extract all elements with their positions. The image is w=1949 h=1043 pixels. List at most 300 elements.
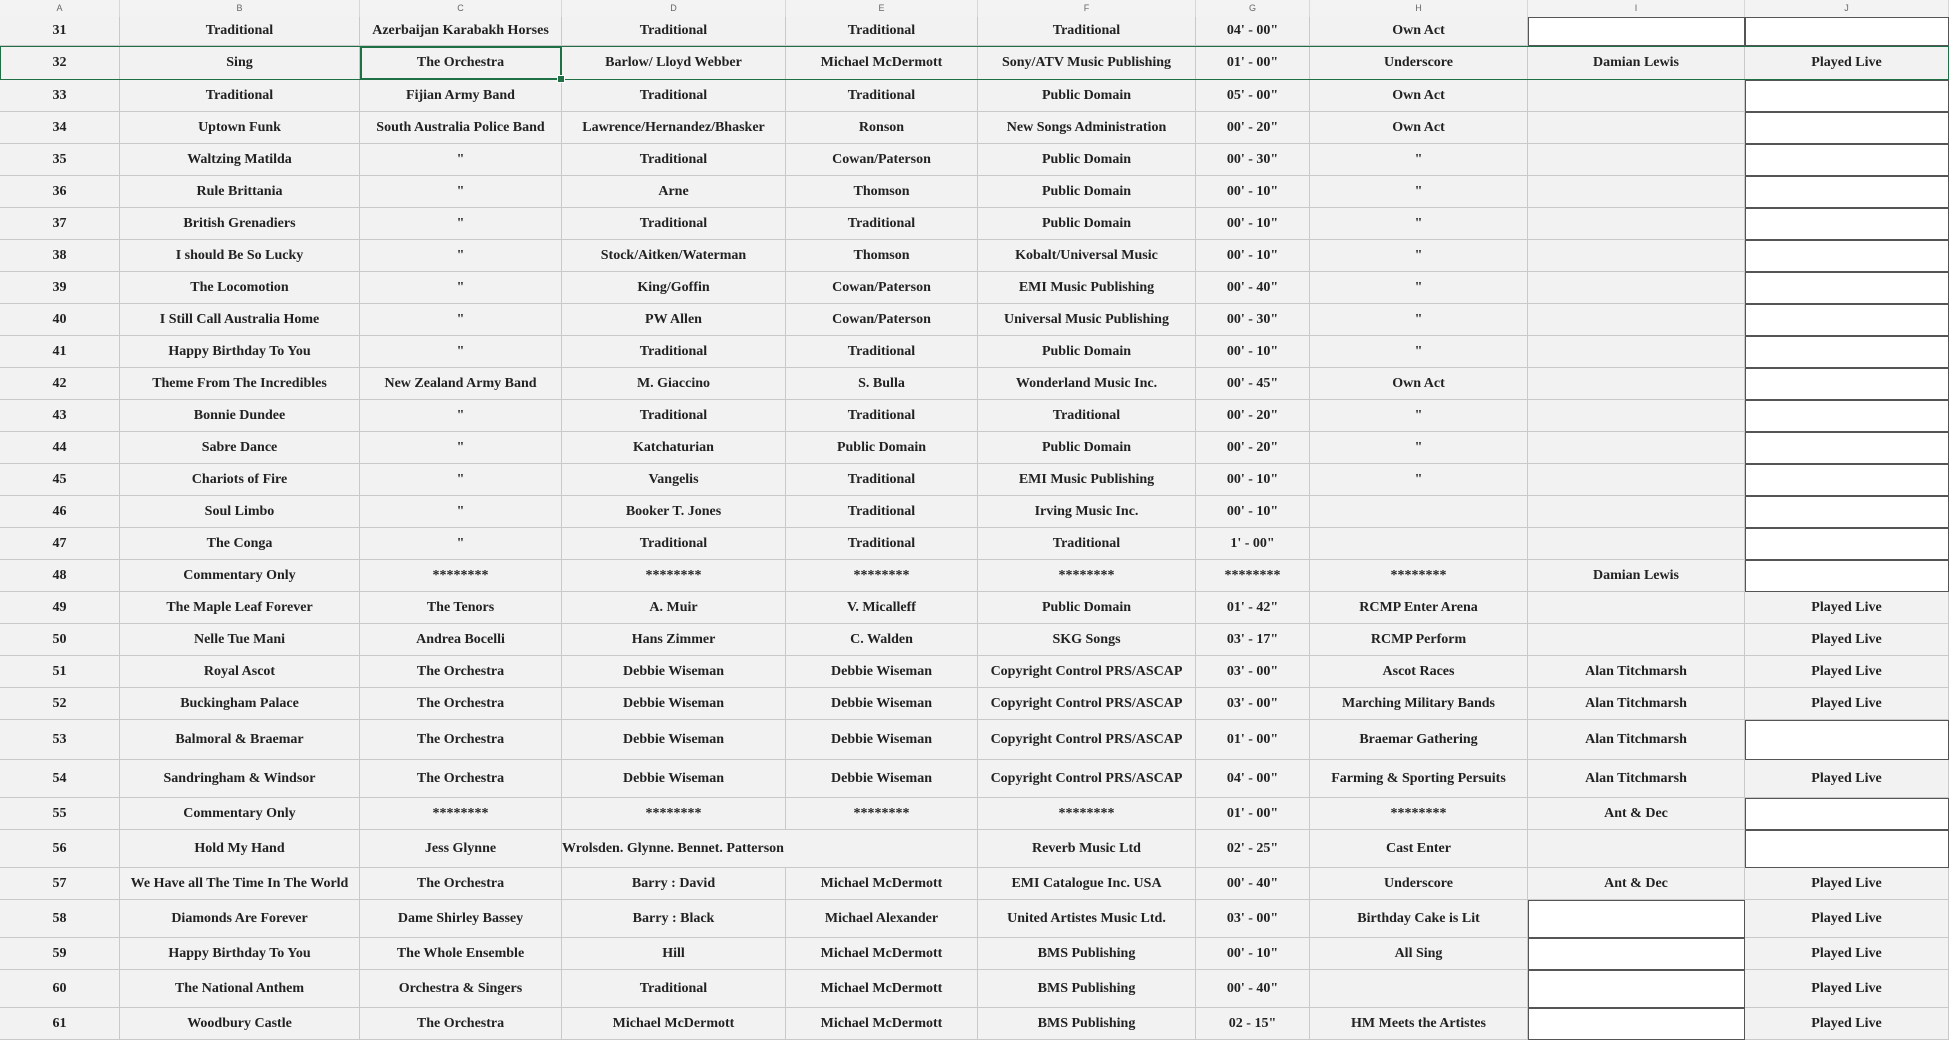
cell-presenter[interactable] <box>1528 112 1745 144</box>
cell-presenter[interactable] <box>1528 368 1745 400</box>
cell-arranger[interactable]: V. Micalleff <box>786 592 978 624</box>
cell-publisher[interactable]: Copyright Control PRS/ASCAP <box>978 760 1196 798</box>
cell-composer[interactable]: Wrolsden. Glynne. Bennet. Patterson <box>562 830 978 868</box>
cell-song-title[interactable]: I Still Call Australia Home <box>120 304 360 336</box>
cell-live-status[interactable] <box>1745 464 1949 496</box>
cell-presenter[interactable] <box>1528 176 1745 208</box>
cell-live-status[interactable]: Played Live <box>1745 656 1949 688</box>
cell-cue[interactable]: " <box>1310 400 1528 432</box>
cell-publisher[interactable]: Public Domain <box>978 176 1196 208</box>
cell-publisher[interactable]: Wonderland Music Inc. <box>978 368 1196 400</box>
cell-publisher[interactable]: Traditional <box>978 17 1196 46</box>
cell-presenter[interactable]: Alan Titchmarsh <box>1528 720 1745 760</box>
cell-live-status[interactable]: Played Live <box>1745 760 1949 798</box>
cell-cue[interactable]: Underscore <box>1310 46 1528 80</box>
cell-duration[interactable]: 00' - 10" <box>1196 464 1310 496</box>
cell-composer[interactable]: Traditional <box>562 528 786 560</box>
cell-cue[interactable]: " <box>1310 144 1528 176</box>
cell-publisher[interactable]: Copyright Control PRS/ASCAP <box>978 656 1196 688</box>
cell-row-number[interactable]: 43 <box>0 400 120 432</box>
cell-cue[interactable]: HM Meets the Artistes <box>1310 1008 1528 1040</box>
cell-row-number[interactable]: 52 <box>0 688 120 720</box>
cell-arranger[interactable]: Traditional <box>786 528 978 560</box>
cell-presenter[interactable]: Alan Titchmarsh <box>1528 656 1745 688</box>
cell-publisher[interactable]: ******** <box>978 560 1196 592</box>
cell-performer[interactable]: ******** <box>360 798 562 830</box>
cell-row-number[interactable]: 50 <box>0 624 120 656</box>
cell-composer[interactable]: Traditional <box>562 17 786 46</box>
cell-live-status[interactable] <box>1745 112 1949 144</box>
cell-publisher[interactable]: Copyright Control PRS/ASCAP <box>978 688 1196 720</box>
cell-performer[interactable]: " <box>360 176 562 208</box>
cell-song-title[interactable]: The Locomotion <box>120 272 360 304</box>
cell-song-title[interactable]: Woodbury Castle <box>120 1008 360 1040</box>
cell-composer[interactable]: Debbie Wiseman <box>562 720 786 760</box>
cell-song-title[interactable]: I should Be So Lucky <box>120 240 360 272</box>
cell-presenter[interactable]: Damian Lewis <box>1528 46 1745 80</box>
cell-performer[interactable]: The Orchestra <box>360 760 562 798</box>
cell-performer[interactable]: Fijian Army Band <box>360 80 562 112</box>
cell-cue[interactable]: Marching Military Bands <box>1310 688 1528 720</box>
cell-row-number[interactable]: 59 <box>0 938 120 970</box>
cell-live-status[interactable] <box>1745 560 1949 592</box>
cell-presenter[interactable] <box>1528 400 1745 432</box>
cell-duration[interactable]: 00' - 40" <box>1196 272 1310 304</box>
cell-cue[interactable] <box>1310 970 1528 1008</box>
cell-song-title[interactable]: Sing <box>120 46 360 80</box>
cell-arranger[interactable]: Thomson <box>786 176 978 208</box>
cell-composer[interactable]: Traditional <box>562 80 786 112</box>
cell-performer[interactable]: The Orchestra <box>360 688 562 720</box>
cell-publisher[interactable]: Public Domain <box>978 336 1196 368</box>
cell-arranger[interactable]: Michael Alexander <box>786 900 978 938</box>
cell-duration[interactable]: 03' - 00" <box>1196 688 1310 720</box>
cell-performer[interactable]: The Orchestra <box>360 720 562 760</box>
cell-composer[interactable]: Barry : David <box>562 868 786 900</box>
cell-composer[interactable]: Vangelis <box>562 464 786 496</box>
cell-live-status[interactable]: Played Live <box>1745 970 1949 1008</box>
cell-row-number[interactable]: 60 <box>0 970 120 1008</box>
cell-duration[interactable]: 00' - 10" <box>1196 208 1310 240</box>
cell-duration[interactable]: 03' - 00" <box>1196 900 1310 938</box>
cell-publisher[interactable]: Public Domain <box>978 144 1196 176</box>
cell-duration[interactable]: 00' - 20" <box>1196 432 1310 464</box>
cell-composer[interactable]: Michael McDermott <box>562 1008 786 1040</box>
cell-row-number[interactable]: 53 <box>0 720 120 760</box>
cell-row-number[interactable]: 61 <box>0 1008 120 1040</box>
cell-arranger[interactable]: Michael McDermott <box>786 970 978 1008</box>
cell-presenter[interactable] <box>1528 144 1745 176</box>
cell-presenter[interactable] <box>1528 336 1745 368</box>
cell-live-status[interactable] <box>1745 176 1949 208</box>
cell-song-title[interactable]: Diamonds Are Forever <box>120 900 360 938</box>
cell-composer[interactable]: Hill <box>562 938 786 970</box>
cell-cue[interactable]: ******** <box>1310 798 1528 830</box>
cell-arranger[interactable]: Traditional <box>786 400 978 432</box>
cell-presenter[interactable] <box>1528 1008 1745 1040</box>
cell-song-title[interactable]: Rule Brittania <box>120 176 360 208</box>
cell-live-status[interactable]: Played Live <box>1745 46 1949 80</box>
cell-cue[interactable] <box>1310 496 1528 528</box>
cell-duration[interactable]: 00' - 30" <box>1196 304 1310 336</box>
cell-arranger[interactable]: Debbie Wiseman <box>786 688 978 720</box>
cell-performer[interactable]: Jess Glynne <box>360 830 562 868</box>
cell-cue[interactable]: " <box>1310 272 1528 304</box>
cell-arranger[interactable]: Michael McDermott <box>786 868 978 900</box>
cell-performer[interactable]: The Whole Ensemble <box>360 938 562 970</box>
cell-live-status[interactable]: Played Live <box>1745 592 1949 624</box>
cell-row-number[interactable]: 56 <box>0 830 120 868</box>
cell-composer[interactable]: Traditional <box>562 208 786 240</box>
cell-composer[interactable]: King/Goffin <box>562 272 786 304</box>
cell-duration[interactable]: 01' - 00" <box>1196 46 1310 80</box>
cell-song-title[interactable]: Buckingham Palace <box>120 688 360 720</box>
cell-duration[interactable]: 00' - 40" <box>1196 868 1310 900</box>
cell-arranger[interactable]: Traditional <box>786 17 978 46</box>
cell-composer[interactable]: Debbie Wiseman <box>562 656 786 688</box>
cell-publisher[interactable]: Universal Music Publishing <box>978 304 1196 336</box>
cell-live-status[interactable] <box>1745 720 1949 760</box>
cell-row-number[interactable]: 38 <box>0 240 120 272</box>
cell-performer[interactable]: " <box>360 272 562 304</box>
column-header-j[interactable]: J <box>1745 0 1949 17</box>
cell-cue[interactable]: Farming & Sporting Persuits <box>1310 760 1528 798</box>
cell-cue[interactable]: " <box>1310 432 1528 464</box>
cell-presenter[interactable]: Ant & Dec <box>1528 798 1745 830</box>
cell-cue[interactable]: " <box>1310 304 1528 336</box>
cell-arranger[interactable]: Debbie Wiseman <box>786 656 978 688</box>
cell-arranger[interactable]: Traditional <box>786 208 978 240</box>
cell-composer[interactable]: Debbie Wiseman <box>562 760 786 798</box>
cell-cue[interactable]: " <box>1310 336 1528 368</box>
cell-arranger[interactable]: Cowan/Paterson <box>786 272 978 304</box>
cell-row-number[interactable]: 41 <box>0 336 120 368</box>
cell-song-title[interactable]: Commentary Only <box>120 560 360 592</box>
cell-cue[interactable]: " <box>1310 176 1528 208</box>
cell-publisher[interactable]: BMS Publishing <box>978 938 1196 970</box>
cell-performer[interactable]: Andrea Bocelli <box>360 624 562 656</box>
column-header-a[interactable]: A <box>0 0 120 17</box>
column-header-f[interactable]: F <box>978 0 1196 17</box>
cell-song-title[interactable]: Happy Birthday To You <box>120 938 360 970</box>
cell-performer[interactable]: The Tenors <box>360 592 562 624</box>
cell-duration[interactable]: 00' - 30" <box>1196 144 1310 176</box>
cell-cue[interactable]: Underscore <box>1310 868 1528 900</box>
cell-song-title[interactable]: Chariots of Fire <box>120 464 360 496</box>
cell-arranger[interactable]: C. Walden <box>786 624 978 656</box>
cell-publisher[interactable]: Kobalt/Universal Music <box>978 240 1196 272</box>
cell-arranger[interactable]: Michael McDermott <box>786 938 978 970</box>
cell-duration[interactable]: 03' - 00" <box>1196 656 1310 688</box>
cell-row-number[interactable]: 51 <box>0 656 120 688</box>
cell-duration[interactable]: 00' - 45" <box>1196 368 1310 400</box>
cell-row-number[interactable]: 58 <box>0 900 120 938</box>
cell-cue[interactable]: Own Act <box>1310 368 1528 400</box>
cell-presenter[interactable] <box>1528 304 1745 336</box>
cell-publisher[interactable]: Irving Music Inc. <box>978 496 1196 528</box>
cell-presenter[interactable] <box>1528 624 1745 656</box>
column-header-e[interactable]: E <box>786 0 978 17</box>
cell-song-title[interactable]: Waltzing Matilda <box>120 144 360 176</box>
cell-performer[interactable]: " <box>360 240 562 272</box>
column-header-d[interactable]: D <box>562 0 786 17</box>
cell-duration[interactable]: 00' - 40" <box>1196 970 1310 1008</box>
cell-publisher[interactable]: BMS Publishing <box>978 970 1196 1008</box>
cell-live-status[interactable] <box>1745 240 1949 272</box>
cell-song-title[interactable]: Soul Limbo <box>120 496 360 528</box>
cell-duration[interactable]: 1' - 00" <box>1196 528 1310 560</box>
cell-live-status[interactable] <box>1745 272 1949 304</box>
column-header-h[interactable]: H <box>1310 0 1528 17</box>
cell-presenter[interactable] <box>1528 272 1745 304</box>
cell-live-status[interactable]: Played Live <box>1745 938 1949 970</box>
cell-composer[interactable]: Traditional <box>562 336 786 368</box>
cell-publisher[interactable]: SKG Songs <box>978 624 1196 656</box>
cell-row-number[interactable]: 54 <box>0 760 120 798</box>
cell-publisher[interactable]: EMI Music Publishing <box>978 272 1196 304</box>
cell-composer[interactable]: Hans Zimmer <box>562 624 786 656</box>
cell-song-title[interactable]: Sabre Dance <box>120 432 360 464</box>
cell-cue[interactable]: RCMP Enter Arena <box>1310 592 1528 624</box>
cell-composer[interactable]: A. Muir <box>562 592 786 624</box>
cell-cue[interactable]: " <box>1310 464 1528 496</box>
cell-composer[interactable]: Barlow/ Lloyd Webber <box>562 46 786 80</box>
cell-performer[interactable]: " <box>360 144 562 176</box>
cell-arranger[interactable]: Debbie Wiseman <box>786 760 978 798</box>
cell-live-status[interactable] <box>1745 496 1949 528</box>
cell-publisher[interactable]: New Songs Administration <box>978 112 1196 144</box>
cell-performer[interactable]: " <box>360 432 562 464</box>
cell-performer[interactable]: The Orchestra <box>360 656 562 688</box>
cell-song-title[interactable]: Traditional <box>120 17 360 46</box>
cell-cue[interactable]: Braemar Gathering <box>1310 720 1528 760</box>
cell-duration[interactable]: 04' - 00" <box>1196 760 1310 798</box>
cell-composer[interactable]: Booker T. Jones <box>562 496 786 528</box>
cell-arranger[interactable]: Cowan/Paterson <box>786 304 978 336</box>
cell-song-title[interactable]: The National Anthem <box>120 970 360 1008</box>
cell-arranger[interactable]: Michael McDermott <box>786 1008 978 1040</box>
cell-composer[interactable]: Traditional <box>562 144 786 176</box>
cell-performer[interactable]: The Orchestra <box>360 1008 562 1040</box>
cell-arranger[interactable]: Debbie Wiseman <box>786 720 978 760</box>
cell-presenter[interactable] <box>1528 496 1745 528</box>
cell-publisher[interactable]: Traditional <box>978 400 1196 432</box>
cell-publisher[interactable]: EMI Music Publishing <box>978 464 1196 496</box>
cell-composer[interactable]: Debbie Wiseman <box>562 688 786 720</box>
cell-publisher[interactable]: Public Domain <box>978 208 1196 240</box>
cell-live-status[interactable] <box>1745 336 1949 368</box>
cell-row-number[interactable]: 36 <box>0 176 120 208</box>
cell-cue[interactable]: Own Act <box>1310 80 1528 112</box>
cell-arranger[interactable]: Traditional <box>786 464 978 496</box>
cell-row-number[interactable]: 39 <box>0 272 120 304</box>
cell-row-number[interactable]: 48 <box>0 560 120 592</box>
cell-composer[interactable]: M. Giaccino <box>562 368 786 400</box>
cell-cue[interactable]: Birthday Cake is Lit <box>1310 900 1528 938</box>
cell-composer[interactable]: Arne <box>562 176 786 208</box>
cell-presenter[interactable] <box>1528 900 1745 938</box>
cell-publisher[interactable]: ******** <box>978 798 1196 830</box>
cell-live-status[interactable] <box>1745 432 1949 464</box>
cell-row-number[interactable]: 47 <box>0 528 120 560</box>
cell-duration[interactable]: 05' - 00" <box>1196 80 1310 112</box>
cell-publisher[interactable]: Copyright Control PRS/ASCAP <box>978 720 1196 760</box>
cell-composer[interactable]: PW Allen <box>562 304 786 336</box>
cell-cue[interactable]: ******** <box>1310 560 1528 592</box>
cell-duration[interactable]: 01' - 00" <box>1196 720 1310 760</box>
cell-performer[interactable]: " <box>360 528 562 560</box>
cell-arranger[interactable]: Public Domain <box>786 432 978 464</box>
cell-presenter[interactable] <box>1528 528 1745 560</box>
cell-song-title[interactable]: Commentary Only <box>120 798 360 830</box>
cell-live-status[interactable]: Played Live <box>1745 900 1949 938</box>
cell-arranger[interactable]: Ronson <box>786 112 978 144</box>
cell-duration[interactable]: 00' - 10" <box>1196 496 1310 528</box>
cell-performer[interactable]: " <box>360 496 562 528</box>
cell-live-status[interactable] <box>1745 17 1949 46</box>
fill-handle[interactable] <box>557 75 565 83</box>
cell-presenter[interactable] <box>1528 464 1745 496</box>
cell-cue[interactable]: Own Act <box>1310 112 1528 144</box>
cell-cue[interactable]: Ascot Races <box>1310 656 1528 688</box>
cell-live-status[interactable] <box>1745 400 1949 432</box>
cell-performer[interactable]: " <box>360 208 562 240</box>
cell-publisher[interactable]: Reverb Music Ltd <box>978 830 1196 868</box>
cell-publisher[interactable]: Public Domain <box>978 592 1196 624</box>
cell-composer[interactable]: Lawrence/Hernandez/Bhasker <box>562 112 786 144</box>
cell-presenter[interactable]: Alan Titchmarsh <box>1528 760 1745 798</box>
cell-song-title[interactable]: British Grenadiers <box>120 208 360 240</box>
cell-presenter[interactable] <box>1528 432 1745 464</box>
cell-publisher[interactable]: United Artistes Music Ltd. <box>978 900 1196 938</box>
cell-duration[interactable]: 04' - 00" <box>1196 17 1310 46</box>
cell-cue[interactable]: All Sing <box>1310 938 1528 970</box>
cell-presenter[interactable] <box>1528 592 1745 624</box>
cell-row-number[interactable]: 37 <box>0 208 120 240</box>
cell-arranger[interactable]: S. Bulla <box>786 368 978 400</box>
cell-song-title[interactable]: Balmoral & Braemar <box>120 720 360 760</box>
cell-row-number[interactable]: 44 <box>0 432 120 464</box>
cell-arranger[interactable]: ******** <box>786 560 978 592</box>
cell-publisher[interactable]: Public Domain <box>978 80 1196 112</box>
cell-composer[interactable]: Stock/Aitken/Waterman <box>562 240 786 272</box>
cell-live-status[interactable] <box>1745 208 1949 240</box>
cell-presenter[interactable]: Alan Titchmarsh <box>1528 688 1745 720</box>
cell-row-number[interactable]: 46 <box>0 496 120 528</box>
cell-performer[interactable]: Dame Shirley Bassey <box>360 900 562 938</box>
cell-row-number[interactable]: 55 <box>0 798 120 830</box>
cell-duration[interactable]: 00' - 20" <box>1196 400 1310 432</box>
cell-performer[interactable]: New Zealand Army Band <box>360 368 562 400</box>
cell-duration[interactable]: 03' - 17" <box>1196 624 1310 656</box>
cell-performer[interactable]: The Orchestra <box>360 46 562 80</box>
cell-duration[interactable]: 01' - 00" <box>1196 798 1310 830</box>
cell-row-number[interactable]: 32 <box>0 46 120 80</box>
cell-presenter[interactable] <box>1528 208 1745 240</box>
cell-duration[interactable]: 00' - 20" <box>1196 112 1310 144</box>
cell-song-title[interactable]: Hold My Hand <box>120 830 360 868</box>
cell-row-number[interactable]: 35 <box>0 144 120 176</box>
cell-composer[interactable]: Traditional <box>562 970 786 1008</box>
cell-presenter[interactable] <box>1528 80 1745 112</box>
cell-performer[interactable]: " <box>360 400 562 432</box>
cell-performer[interactable]: The Orchestra <box>360 868 562 900</box>
cell-cue[interactable]: " <box>1310 208 1528 240</box>
cell-cue[interactable]: Own Act <box>1310 17 1528 46</box>
cell-live-status[interactable] <box>1745 798 1949 830</box>
cell-performer[interactable]: South Australia Police Band <box>360 112 562 144</box>
cell-duration[interactable]: 02 - 15" <box>1196 1008 1310 1040</box>
column-header-b[interactable]: B <box>120 0 360 17</box>
cell-performer[interactable]: ******** <box>360 560 562 592</box>
cell-live-status[interactable]: Played Live <box>1745 868 1949 900</box>
cell-duration[interactable]: 01' - 42" <box>1196 592 1310 624</box>
cell-duration[interactable]: 00' - 10" <box>1196 176 1310 208</box>
cell-publisher[interactable]: Sony/ATV Music Publishing <box>978 46 1196 80</box>
cell-duration[interactable]: 00' - 10" <box>1196 938 1310 970</box>
cell-duration[interactable]: ******** <box>1196 560 1310 592</box>
cell-arranger[interactable]: ******** <box>786 798 978 830</box>
cell-row-number[interactable]: 31 <box>0 17 120 46</box>
cell-song-title[interactable]: We Have all The Time In The World <box>120 868 360 900</box>
column-header-g[interactable]: G <box>1196 0 1310 17</box>
cell-song-title[interactable]: The Conga <box>120 528 360 560</box>
cell-performer[interactable]: " <box>360 304 562 336</box>
cell-composer[interactable]: Traditional <box>562 400 786 432</box>
cell-presenter[interactable] <box>1528 970 1745 1008</box>
cell-publisher[interactable]: Traditional <box>978 528 1196 560</box>
cell-composer[interactable]: Katchaturian <box>562 432 786 464</box>
column-header-c[interactable]: C <box>360 0 562 17</box>
cell-song-title[interactable]: Bonnie Dundee <box>120 400 360 432</box>
cell-row-number[interactable]: 57 <box>0 868 120 900</box>
cell-cue[interactable] <box>1310 528 1528 560</box>
cell-live-status[interactable] <box>1745 368 1949 400</box>
cell-duration[interactable]: 00' - 10" <box>1196 336 1310 368</box>
cell-presenter[interactable] <box>1528 240 1745 272</box>
cell-publisher[interactable]: EMI Catalogue Inc. USA <box>978 868 1196 900</box>
cell-live-status[interactable]: Played Live <box>1745 688 1949 720</box>
cell-composer[interactable]: ******** <box>562 798 786 830</box>
cell-performer[interactable]: Azerbaijan Karabakh Horses <box>360 17 562 46</box>
cell-song-title[interactable]: Royal Ascot <box>120 656 360 688</box>
cell-song-title[interactable]: Traditional <box>120 80 360 112</box>
cell-cue[interactable]: Cast Enter <box>1310 830 1528 868</box>
cell-row-number[interactable]: 40 <box>0 304 120 336</box>
cell-presenter[interactable]: Damian Lewis <box>1528 560 1745 592</box>
cell-live-status[interactable] <box>1745 304 1949 336</box>
cell-performer[interactable]: Orchestra & Singers <box>360 970 562 1008</box>
cell-row-number[interactable]: 34 <box>0 112 120 144</box>
cell-duration[interactable]: 02' - 25" <box>1196 830 1310 868</box>
cell-row-number[interactable]: 49 <box>0 592 120 624</box>
cell-presenter[interactable] <box>1528 938 1745 970</box>
cell-arranger[interactable]: Thomson <box>786 240 978 272</box>
cell-arranger[interactable]: Traditional <box>786 336 978 368</box>
cell-song-title[interactable]: The Maple Leaf Forever <box>120 592 360 624</box>
cell-row-number[interactable]: 45 <box>0 464 120 496</box>
cell-song-title[interactable]: Theme From The Incredibles <box>120 368 360 400</box>
cell-cue[interactable]: " <box>1310 240 1528 272</box>
cell-performer[interactable]: " <box>360 336 562 368</box>
cell-arranger[interactable]: Traditional <box>786 80 978 112</box>
cell-arranger[interactable]: Traditional <box>786 496 978 528</box>
cell-live-status[interactable] <box>1745 528 1949 560</box>
cell-song-title[interactable]: Uptown Funk <box>120 112 360 144</box>
cell-live-status[interactable] <box>1745 80 1949 112</box>
cell-composer[interactable]: ******** <box>562 560 786 592</box>
cell-presenter[interactable] <box>1528 830 1745 868</box>
